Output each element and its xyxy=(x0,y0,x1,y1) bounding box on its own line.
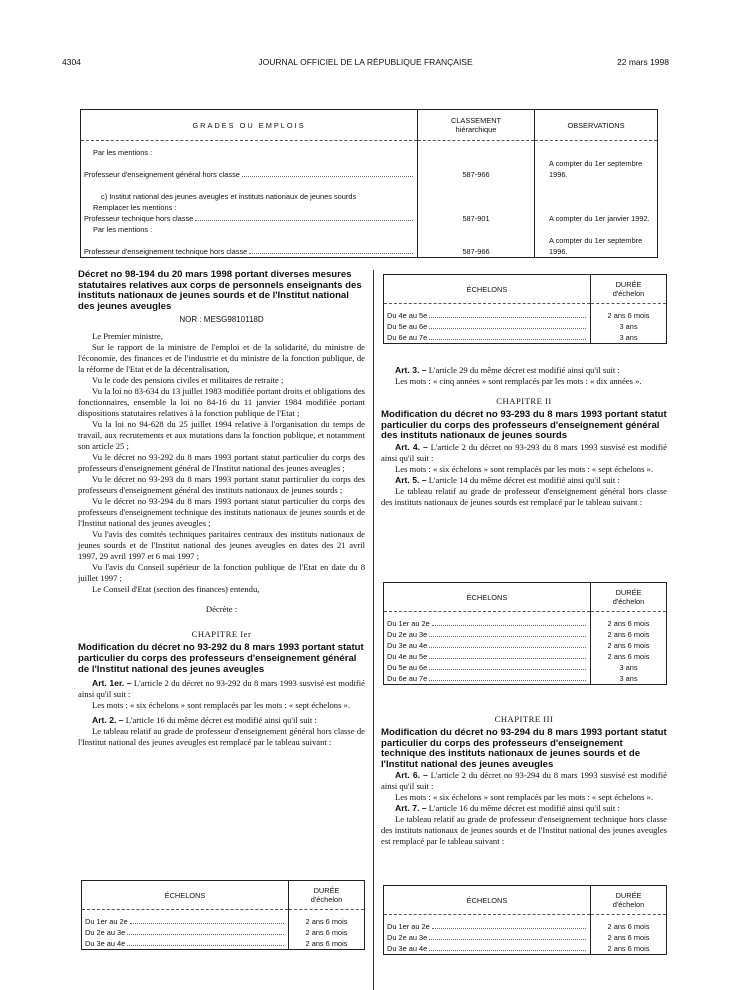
visa-paragraph: Vu le décret no 93-293 du 8 mars 1993 portant statut particulier du corps des professeurs d'enseignement général des instituts nationaux de jeunes sourds ; xyxy=(78,474,365,496)
nor-reference: NOR : MESG9810118D xyxy=(179,315,264,325)
article-4-paragraph: Les mots : « six échelons » sont remplacés par les mots : « sept échelons ». xyxy=(395,463,654,474)
article-2: Art. 2. – L'article 16 du même décret est modifié ainsi qu'il suit : xyxy=(92,715,317,726)
echelon-duration: 3 ans xyxy=(591,321,667,332)
article-7: Art. 7. – L'article 16 du même décret est modifié ainsi qu'il suit : xyxy=(395,803,620,814)
echelon-row xyxy=(384,629,667,640)
echelon-step: Du 2e au 3e xyxy=(384,629,591,640)
grade-label: Par les mentions : xyxy=(93,225,153,234)
echelon-step: Du 1er au 2e xyxy=(82,910,289,928)
observation-value xyxy=(535,224,658,235)
visa-paragraph: Vu l'avis du Conseil supérieur de la fonction publique de l'Etat en date du 8 juillet 1997 ; xyxy=(78,562,365,584)
article-1: Art. 1er. – L'article 2 du décret no 93-292 du 8 mars 1993 susvisé est modifié ainsi qu'il suit : xyxy=(78,678,365,700)
chapter-1-title: Modification du décret no 93-292 du 8 mars 1993 portant statut particulier du corps des professeurs d'enseignement général de l'Institut national des jeunes aveugles xyxy=(78,642,364,675)
echelon-row xyxy=(384,304,667,322)
echelon-row xyxy=(384,640,667,651)
echelon-row xyxy=(384,651,667,662)
echelon-duration: 3 ans xyxy=(591,673,667,685)
article-3: Art. 3. – L'article 29 du même décret est modifié ainsi qu'il suit : xyxy=(395,365,620,375)
visa-paragraph: Vu l'avis des comités techniques paritaires centraux des instituts nationaux de jeunes sourds et de l'Institut national des jeunes aveugles en dates des 21 avril 1997, 29 avril 1997 et 6 mai 1997 ; xyxy=(78,529,365,562)
article-6: Art. 6. – L'article 2 du décret no 93-294 du 8 mars 1993 susvisé est modifié ainsi qu'il suit : xyxy=(381,770,667,792)
echelon-duration: 2 ans 6 mois xyxy=(591,304,667,322)
echelon-rows xyxy=(82,910,365,950)
chapter-3-title: Modification du décret no 93-294 du 8 mars 1993 portant statut particulier du corps des professeurs d'enseignement technique des instituts nationaux de jeunes sourds et de l'Institut national des jeunes aveugles xyxy=(381,727,667,770)
echelon-step: Du 1er au 2e xyxy=(384,612,591,630)
classement-value xyxy=(418,141,535,159)
echelon-rows xyxy=(384,612,667,685)
grade-label: c) Institut national des jeunes aveugles et instituts nationaux de jeunes sourds xyxy=(101,192,357,201)
classement-value: 587-966 xyxy=(418,235,535,258)
echelon-table-right-top xyxy=(383,274,667,344)
grade-label: Professeur technique hors classe xyxy=(81,213,418,224)
echelon-row xyxy=(384,662,667,673)
visa-paragraph: Vu le code des pensions civiles et militaires de retraite ; xyxy=(92,375,284,386)
echelon-duration: 3 ans xyxy=(591,332,667,344)
duree-header: DURÉE d'échelon xyxy=(591,886,667,915)
echelon-duration: 2 ans 6 mois xyxy=(289,938,365,950)
visa-paragraph: Sur le rapport de la ministre de l'emploi et de la solidarité, du ministre de l'économie, des finances et de l'industrie et du ministre de la fonction publique, de la réforme de l'Etat et de la décentralisation, xyxy=(78,342,365,375)
classement-header: CLASSEMENT hiérarchique xyxy=(418,110,535,141)
decree-title: Décret no 98-194 du 20 mars 1998 portant diverses mesures statutaires relatives aux corps de personnels enseignants des instituts nationaux de jeunes sourds et de l'Institut national des jeunes aveugles xyxy=(78,269,362,312)
observation-value: A compter du 1er septembre 1996. xyxy=(535,158,658,180)
article-2-paragraph: Le tableau relatif au grade de professeur d'enseignement général hors classe de l'Institut national des jeunes aveugles est remplacé par le tableau suivant : xyxy=(78,726,365,748)
classement-value xyxy=(418,180,535,191)
echelon-step: Du 3e au 4e xyxy=(384,640,591,651)
observation-value xyxy=(535,141,658,159)
article-5-paragraph: Le tableau relatif au grade de professeur d'enseignement général hors classe des instituts nationaux de jeunes sourds est remplacé par le tableau suivant : xyxy=(381,485,667,507)
classement-value xyxy=(418,224,535,235)
grades-row xyxy=(81,224,658,235)
echelon-duration: 3 ans xyxy=(591,662,667,673)
right-column-lower xyxy=(381,710,667,847)
article-3-paragraph: Les mots : « cinq années » sont remplacés par les mots : « dix années ». xyxy=(395,376,642,386)
echelons-header: ÉCHELONS xyxy=(384,583,591,612)
observation-value xyxy=(535,191,658,202)
duree-header: DURÉE d'échelon xyxy=(591,275,667,304)
echelon-row xyxy=(384,673,667,685)
echelon-step: Du 2e au 3e xyxy=(384,932,591,943)
duree-header: DURÉE d'échelon xyxy=(591,583,667,612)
echelon-row xyxy=(82,927,365,938)
echelon-step: Du 6e au 7e xyxy=(384,332,591,344)
right-column xyxy=(381,365,667,508)
echelon-row xyxy=(384,915,667,933)
echelon-row xyxy=(384,943,667,955)
classement-value xyxy=(418,202,535,213)
echelon-row xyxy=(384,932,667,943)
grades-table xyxy=(80,109,658,258)
echelon-duration: 2 ans 6 mois xyxy=(591,932,667,943)
echelon-table-left xyxy=(81,880,365,950)
visa-paragraph: Vu la loi no 94-628 du 25 juillet 1994 relative à l'organisation du temps de travail, aux recrutements et aux mutations dans la fonction publique, et notamment son article 25 ; xyxy=(78,419,365,452)
echelon-table-right-bottom xyxy=(383,885,667,955)
article-5: Art. 5. – L'article 14 du même décret est modifié ainsi qu'il suit : xyxy=(395,474,620,485)
left-column xyxy=(78,270,365,748)
page-number: 4304 xyxy=(62,57,81,67)
grades-row xyxy=(81,180,658,191)
chapter-2-title: Modification du décret no 93-293 du 8 mars 1993 portant statut particulier du corps des professeurs d'enseignement général des instituts nationaux de jeunes sourds xyxy=(381,409,667,442)
echelon-duration: 2 ans 6 mois xyxy=(591,651,667,662)
echelon-rows xyxy=(384,304,667,344)
echelon-duration: 2 ans 6 mois xyxy=(289,910,365,928)
echelon-duration: 2 ans 6 mois xyxy=(591,943,667,955)
grades-row xyxy=(81,191,658,202)
visa-paragraph: Vu le décret no 93-294 du 8 mars 1993 portant statut particulier du corps des professeurs d'enseignement technique des instituts nationaux de jeunes sourds et de l'Institut national des jeunes aveugles ; xyxy=(78,496,365,529)
echelon-step: Du 4e au 5e xyxy=(384,651,591,662)
echelon-duration: 2 ans 6 mois xyxy=(591,629,667,640)
observation-value: A compter du 1er janvier 1992. xyxy=(535,213,658,224)
grades-table-body xyxy=(81,141,658,258)
echelons-header: ÉCHELONS xyxy=(82,881,289,910)
visa-paragraph: Le Conseil d'Etat (section des finances) entendu, xyxy=(92,584,260,595)
echelon-duration: 2 ans 6 mois xyxy=(591,612,667,630)
echelons-header: ÉCHELONS xyxy=(384,886,591,915)
echelon-step: Du 6e au 7e xyxy=(384,673,591,685)
echelon-step: Du 2e au 3e xyxy=(82,927,289,938)
echelon-row xyxy=(384,321,667,332)
grade-label: Professeur d'enseignement technique hors classe xyxy=(81,235,418,258)
echelon-duration: 2 ans 6 mois xyxy=(591,915,667,933)
grades-row xyxy=(81,235,658,258)
grade-label: Professeur d'enseignement général hors classe xyxy=(81,158,418,180)
grades-row xyxy=(81,141,658,159)
visas xyxy=(78,331,365,595)
page-date: 22 mars 1998 xyxy=(617,57,669,67)
visa-paragraph: Le Premier ministre, xyxy=(92,331,163,342)
observation-value xyxy=(535,180,658,191)
visa-paragraph: Vu la loi no 83-634 du 13 juillet 1983 modifiée portant droits et obligations des fonctionnaires, ensemble la loi no 84-16 du 11 janvier 1984 modifiée portant dispositions statutaires relatives à la fonction publique de l'Etat ; xyxy=(78,386,366,419)
journal-title: JOURNAL OFFICIEL DE LA RÉPUBLIQUE FRANÇAISE xyxy=(258,57,473,67)
chapter-3-heading: CHAPITRE III xyxy=(494,714,554,724)
observation-value: A compter du 1er septembre 1996. xyxy=(535,235,658,258)
echelon-step: Du 3e au 4e xyxy=(82,938,289,950)
article-4: Art. 4. – L'article 2 du décret no 93-293 du 8 mars 1993 susvisé est modifié ainsi qu'il suit : xyxy=(381,441,667,463)
observations-header: OBSERVATIONS xyxy=(535,110,658,141)
echelon-row xyxy=(384,612,667,630)
echelon-row xyxy=(82,910,365,928)
article-7-paragraph: Le tableau relatif au grade de professeur d'enseignement technique hors classe des instituts nationaux de jeunes sourds et de l'Institut national des jeunes aveugles est remplacé par le tableau suivant : xyxy=(381,814,667,847)
grades-header: GRADES OU EMPLOIS xyxy=(81,110,418,141)
column-divider xyxy=(373,270,374,990)
echelon-row xyxy=(384,332,667,344)
echelon-table-right-mid xyxy=(383,582,667,685)
echelon-step: Du 4e au 5e xyxy=(384,304,591,322)
grades-row xyxy=(81,158,658,180)
grades-row xyxy=(81,213,658,224)
grades-row xyxy=(81,202,658,213)
echelon-step: Du 1er au 2e xyxy=(384,915,591,933)
classement-value: 587-901 xyxy=(418,213,535,224)
echelon-duration: 2 ans 6 mois xyxy=(289,927,365,938)
article-1-paragraph: Les mots : « six échelons » sont remplacés par les mots : « sept échelons ». xyxy=(92,700,351,711)
observation-value xyxy=(535,202,658,213)
grade-label: Remplacer les mentions : xyxy=(93,203,177,212)
visa-paragraph: Vu le décret no 93-292 du 8 mars 1993 portant statut particulier du corps des professeurs d'enseignement général de l'Institut national des jeunes aveugles ; xyxy=(78,452,365,474)
classement-value: 587-966 xyxy=(418,158,535,180)
grade-label: Par les mentions : xyxy=(93,148,153,157)
classement-value xyxy=(418,191,535,202)
echelon-rows xyxy=(384,915,667,955)
decrete: Décrète : xyxy=(205,604,238,615)
echelon-duration: 2 ans 6 mois xyxy=(591,640,667,651)
duree-header: DURÉE d'échelon xyxy=(289,881,365,910)
article-6-paragraph: Les mots : « six échelons » sont remplacés par les mots : « sept échelons ». xyxy=(395,792,654,803)
echelons-header: ÉCHELONS xyxy=(384,275,591,304)
echelon-step: Du 5e au 6e xyxy=(384,321,591,332)
echelon-row xyxy=(82,938,365,950)
echelon-step: Du 3e au 4e xyxy=(384,943,591,955)
grade-label xyxy=(81,180,418,191)
echelon-step: Du 5e au 6e xyxy=(384,662,591,673)
chapter-1-heading: CHAPITRE Ier xyxy=(191,629,252,640)
chapter-2-heading: CHAPITRE II xyxy=(496,396,552,406)
